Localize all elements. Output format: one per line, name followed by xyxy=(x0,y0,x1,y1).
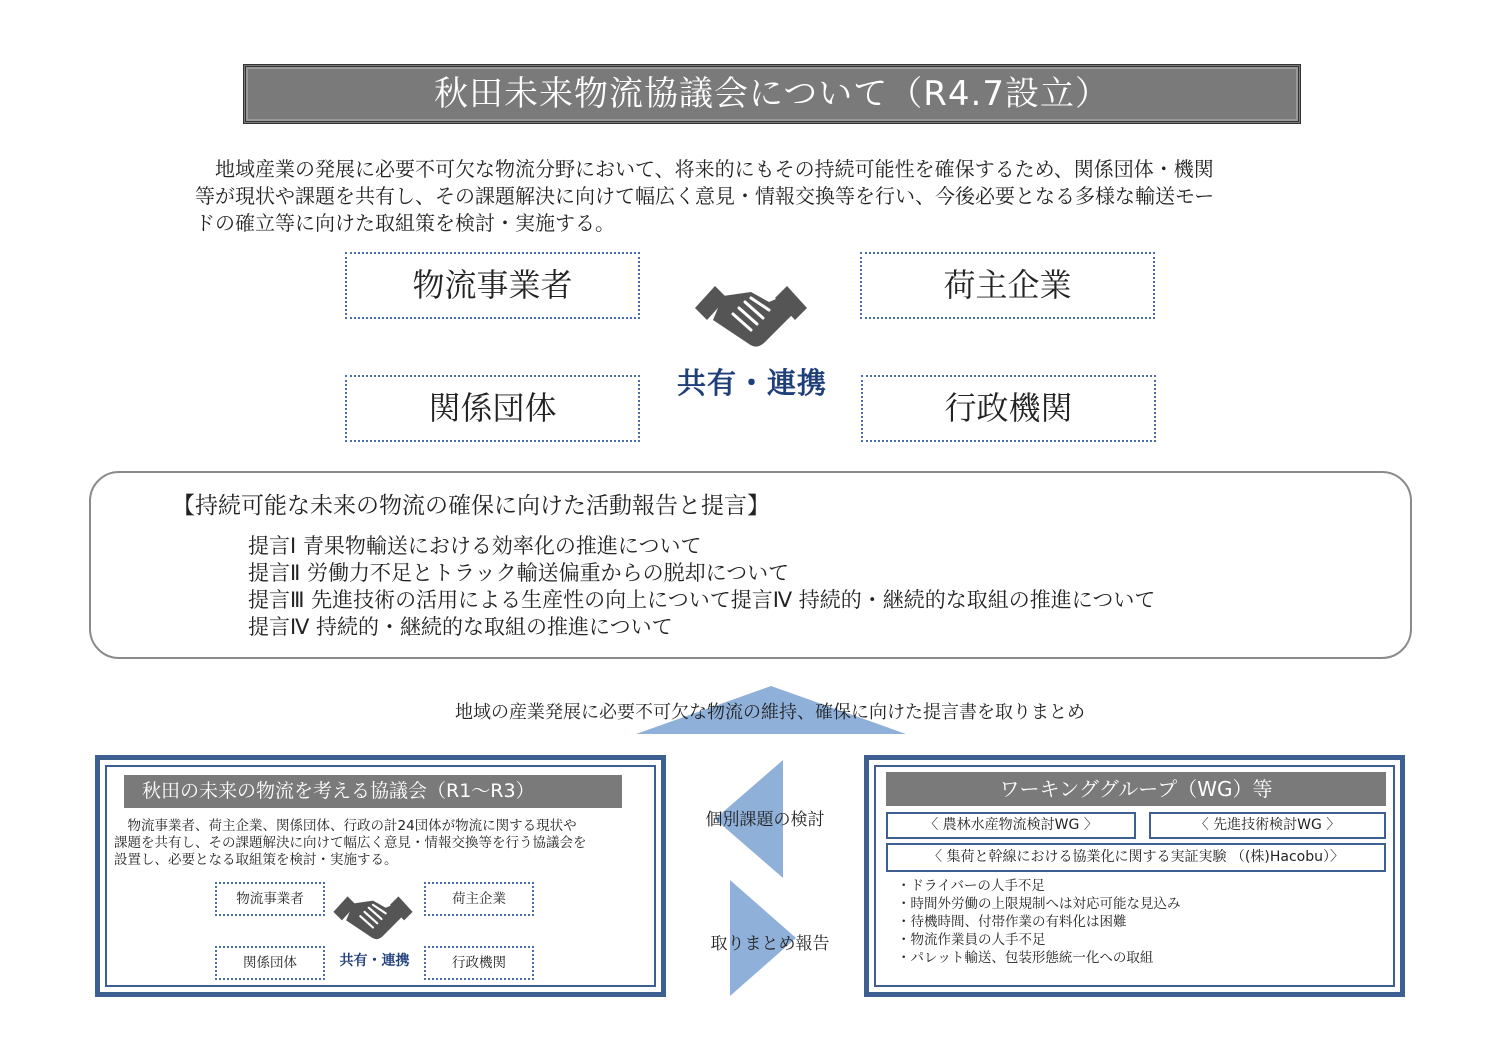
wg-box-senshin: 〈 先進技術検討WG 〉 xyxy=(1149,812,1386,839)
issue-item: ・時間外労働の上限規制へは対応可能な見込み xyxy=(897,896,1181,912)
small-member-box-butsuryu: 物流事業者 xyxy=(215,882,325,916)
intro-line: 地域産業の発展に必要不可欠な物流分野において、将来的にもその持続可能性を確保するため、関係団体・機関 xyxy=(195,157,1214,181)
member-box-gyosei: 行政機関 xyxy=(861,375,1156,442)
member-box-butsuryu: 物流事業者 xyxy=(345,252,640,319)
intro-line: ドの確立等に向けた取組策を検討・実施する。 xyxy=(195,211,615,235)
left-panel-description xyxy=(114,818,654,869)
small-member-box-gyosei: 行政機関 xyxy=(424,946,534,980)
wg-title: ワーキンググループ（WG）等 xyxy=(999,777,1273,801)
member-box-ninushi: 荷主企業 xyxy=(860,252,1155,319)
left-desc-line: 物流事業者、荷主企業、関係団体、行政の計24団体が物流に関する現状や xyxy=(114,818,577,834)
member-box-kankei: 関係団体 xyxy=(345,375,640,442)
small-share-link-label: 共有・連携 xyxy=(339,953,410,969)
report-heading: 【持続可能な未来の物流の確保に向けた活動報告と提言】 xyxy=(172,493,770,519)
page-title: 秋田未来物流協議会について（R4.7設立） xyxy=(433,74,1110,114)
issue-item: ・物流作業員の人手不足 xyxy=(897,932,1046,948)
recommendation-item: 提言Ⅱ 労働力不足とトラック輸送偏重からの脱却について xyxy=(248,561,790,585)
issue-item: ・パレット輸送、包装形態統一化への取組 xyxy=(897,950,1154,966)
wg-box-jissho: 〈 集荷と幹線における協業化に関する実証実験 （(株)Hacobu）〉 xyxy=(886,843,1386,872)
share-link-label: 共有・連携 xyxy=(676,366,827,400)
issues-list xyxy=(897,877,1181,967)
individual-issue-label: 個別課題の検討 xyxy=(705,810,825,830)
left-desc-line: 設置し、必要となる取組策を検討・実施する。 xyxy=(114,852,398,868)
left-panel-title: 秋田の未来の物流を考える協議会（R1～R3） xyxy=(142,780,535,802)
issue-item: ・ドライバーの人手不足 xyxy=(897,878,1045,894)
recommendation-item: 提言Ⅲ 先進技術の活用による生産性の向上について提言Ⅳ 持続的・継続的な取組の推進について xyxy=(248,588,1156,612)
intro-paragraph xyxy=(195,156,1355,237)
intro-line: 等が現状や課題を共有し、その課題解決に向けて幅広く意見・情報交換等を行い、今後必要となる多様な輸送モー xyxy=(195,184,1215,208)
small-member-box-kankei: 関係団体 xyxy=(215,946,325,980)
summary-label: 地域の産業発展に必要不可欠な物流の維持、確保に向けた提言書を取りまとめ xyxy=(455,702,1085,723)
summary-report-label: 取りまとめ報告 xyxy=(710,934,830,954)
small-member-box-ninushi: 荷主企業 xyxy=(424,882,534,916)
wg-box-nourin: 〈 農林水産物流検討WG 〉 xyxy=(886,812,1136,839)
small-handshake-icon xyxy=(332,892,414,946)
left-desc-line: 課題を共有し、その課題解決に向けて幅広く意見・情報交換等を行う協議会を xyxy=(114,835,587,851)
recommendation-item: 提言Ⅳ 持続的・継続的な取組の推進について xyxy=(248,615,673,639)
handshake-icon xyxy=(693,280,809,356)
recommendation-item: 提言Ⅰ 青果物輸送における効率化の推進について xyxy=(248,534,702,558)
issue-item: ・待機時間、付帯作業の有料化は困難 xyxy=(897,914,1127,930)
